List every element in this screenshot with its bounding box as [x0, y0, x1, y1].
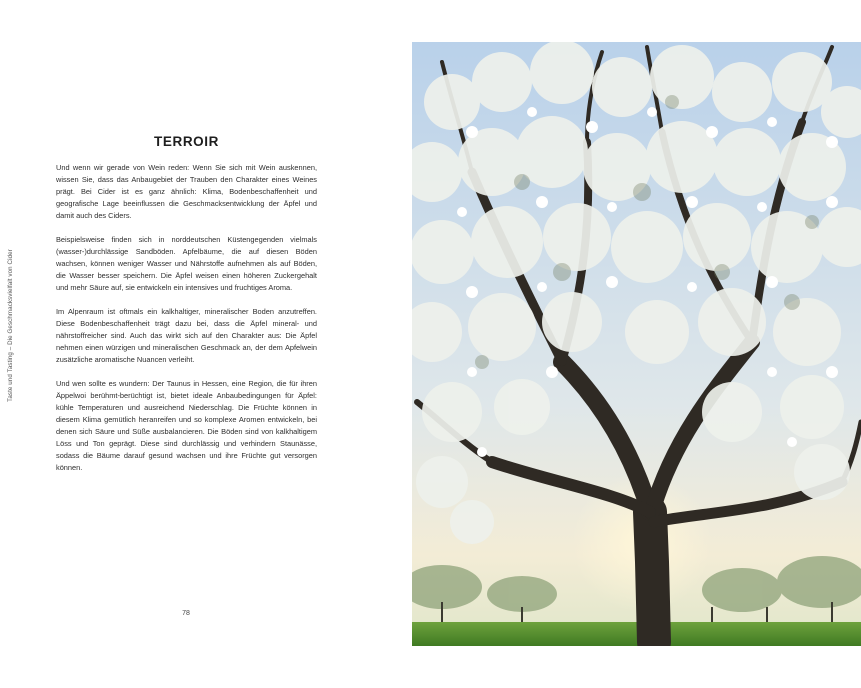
paragraph: Und wen sollte es wundern: Der Taunus in Hessen, eine Region, die für ihren Äppelwoi berühmt-berüchtigt ist, bietet ideale Anbaubedingungen für Äpfel: kühle Temperaturen und ausreichend Niederschlag. Die Früchte können in diesem Klima gemütlich heranreifen und so komplexe Aromen entwickeln, bei denen sich Säure und Süße ausbalancieren. Die Böden sind von kalkhaltigem Löss und Ton geprägt. Diese sind durchlässig und verhindern Staunässe, sodass die Bäume darauf gesund wachsen und ihre Früchte gut versorgen können. [56, 379, 317, 472]
apple-tree-photo [412, 42, 861, 646]
paragraph: Beispielsweise finden sich in norddeutschen Küstengegenden vielmals (wasser-)durchlässige Sandböden. Apfelbäume, die auf diesen Böden wachsen, können weniger Wasser und Nährstoffe aufnehmen als auf Böden, die Wasser besser speichern. Die Äpfel weisen einen höheren Zuckergehalt und mehr Säure auf, sie entwickeln ein intensives und fruchtiges Aroma. [56, 235, 317, 292]
running-head [3, 210, 17, 440]
text-column [56, 134, 317, 486]
page-number: 78 [182, 610, 190, 617]
paragraph: Im Alpenraum ist oftmals ein kalkhaltiger, mineralischer Boden anzutreffen. Diese Bodenbeschaffenheit trägt dazu bei, dass die Äpfel mineral- und nährstoffreicher sind. Auch das wirkt sich auf den Charakter aus: Die Äpfel nehmen einen würzigen und mineralischen Geschmack an, der dem Apfelwein zusätzliche aromatische Nuancen verleiht. [56, 307, 317, 364]
blossoming-apple-tree-icon [412, 42, 861, 646]
running-head-text: Taste und Tasting – Die Geschmacksvielfalt von Cider [6, 248, 14, 402]
page-title: TERROIR [154, 134, 219, 149]
paragraph: Und wenn wir gerade von Wein reden: Wenn Sie sich mit Wein auskennen, wissen Sie, dass das Anbaugebiet der Trauben den Charakter eines Weines prägt. Bei Cider ist es ganz ähnlich: Klima, Bodenbeschaffenheit und geografische Lage beeinflussen die Geschmacksentwicklung der Äpfel und damit auch des Ciders. [56, 163, 317, 220]
